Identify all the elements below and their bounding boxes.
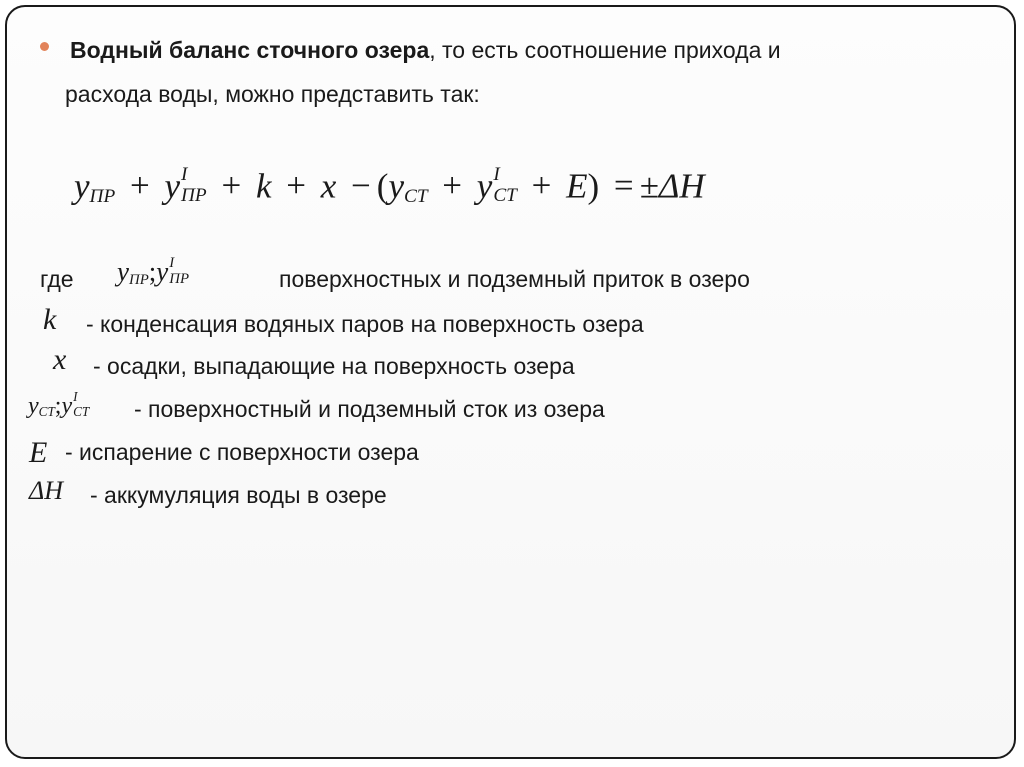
definition-symbol-outflow — [28, 390, 89, 420]
definition-symbol-e: E — [29, 436, 48, 469]
sym-y: y — [117, 256, 129, 287]
intro-bold-term: Водный баланс сточного озера — [70, 37, 430, 63]
intro-line1-rest: , то есть соотношение прихода и — [429, 37, 781, 63]
eq-rhs: ±ΔH — [639, 166, 705, 206]
definition-text-k: - конденсация водяных паров на поверхность озера — [86, 311, 644, 337]
eq-sup-pr2: I — [181, 164, 188, 185]
definition-text-delta-h: - аккумуляция воды в озере — [90, 482, 387, 508]
definition-text-e: - испарение с поверхности озера — [65, 439, 419, 465]
definition-symbol-inflow — [117, 256, 189, 289]
eq-plus-4: + — [442, 166, 463, 206]
eq-equals: = — [613, 166, 634, 206]
eq-e: E — [566, 166, 588, 206]
intro-line2: расхода воды, можно представить так: — [65, 81, 480, 107]
sym-sep: ; — [54, 392, 62, 419]
sym-y2: y — [61, 392, 73, 419]
eq-y-st2: y — [476, 166, 493, 206]
eq-sub-pr2: ПР — [181, 185, 207, 207]
eq-open-paren: ( — [376, 166, 389, 206]
sym-sep: ; — [148, 256, 157, 287]
sym-sub2: СТ — [73, 403, 90, 419]
eq-sub-st2: СТ — [493, 185, 517, 207]
eq-y-pr: y — [74, 166, 90, 206]
definition-symbol-x: x — [53, 343, 67, 376]
definition-symbol-k: k — [43, 303, 57, 336]
eq-y-pr2: y — [164, 166, 181, 206]
sym-sub2: ПР — [169, 271, 190, 288]
eq-sub-pr: ПР — [89, 186, 116, 208]
intro-paragraph — [65, 28, 950, 116]
sym-y: y — [28, 392, 39, 419]
eq-x: x — [320, 166, 337, 206]
definition-text-inflow: поверхностных и подземный приток в озеро — [279, 266, 750, 292]
eq-plus-5: + — [531, 166, 552, 206]
sym-sup2: I — [169, 255, 175, 271]
definition-row-inflow — [40, 266, 74, 293]
sym-sub: ПР — [128, 272, 149, 289]
eq-sup-st2: I — [493, 164, 500, 185]
sym-y2: y — [156, 256, 169, 287]
eq-plus-1: + — [129, 166, 150, 206]
eq-y-st: y — [388, 166, 404, 206]
definition-text-outflow: - поверхностный и подземный сток из озера — [134, 396, 605, 422]
eq-k: k — [255, 166, 272, 206]
definition-prefix: где — [40, 266, 74, 292]
eq-plus-3: + — [286, 166, 306, 206]
sym-sub: СТ — [38, 404, 55, 420]
eq-close-paren: ) — [587, 166, 600, 206]
eq-sub-st: СТ — [403, 186, 428, 208]
sym-sup2: I — [73, 389, 78, 404]
slide-frame — [5, 5, 1016, 759]
water-balance-equation — [74, 165, 705, 213]
definition-text-x: - осадки, выпадающие на поверхность озера — [93, 353, 575, 379]
eq-minus: − — [351, 166, 371, 206]
bullet-dot-icon — [40, 42, 49, 51]
eq-plus-2: + — [221, 166, 242, 206]
definition-symbol-delta-h: ΔH — [29, 476, 64, 505]
